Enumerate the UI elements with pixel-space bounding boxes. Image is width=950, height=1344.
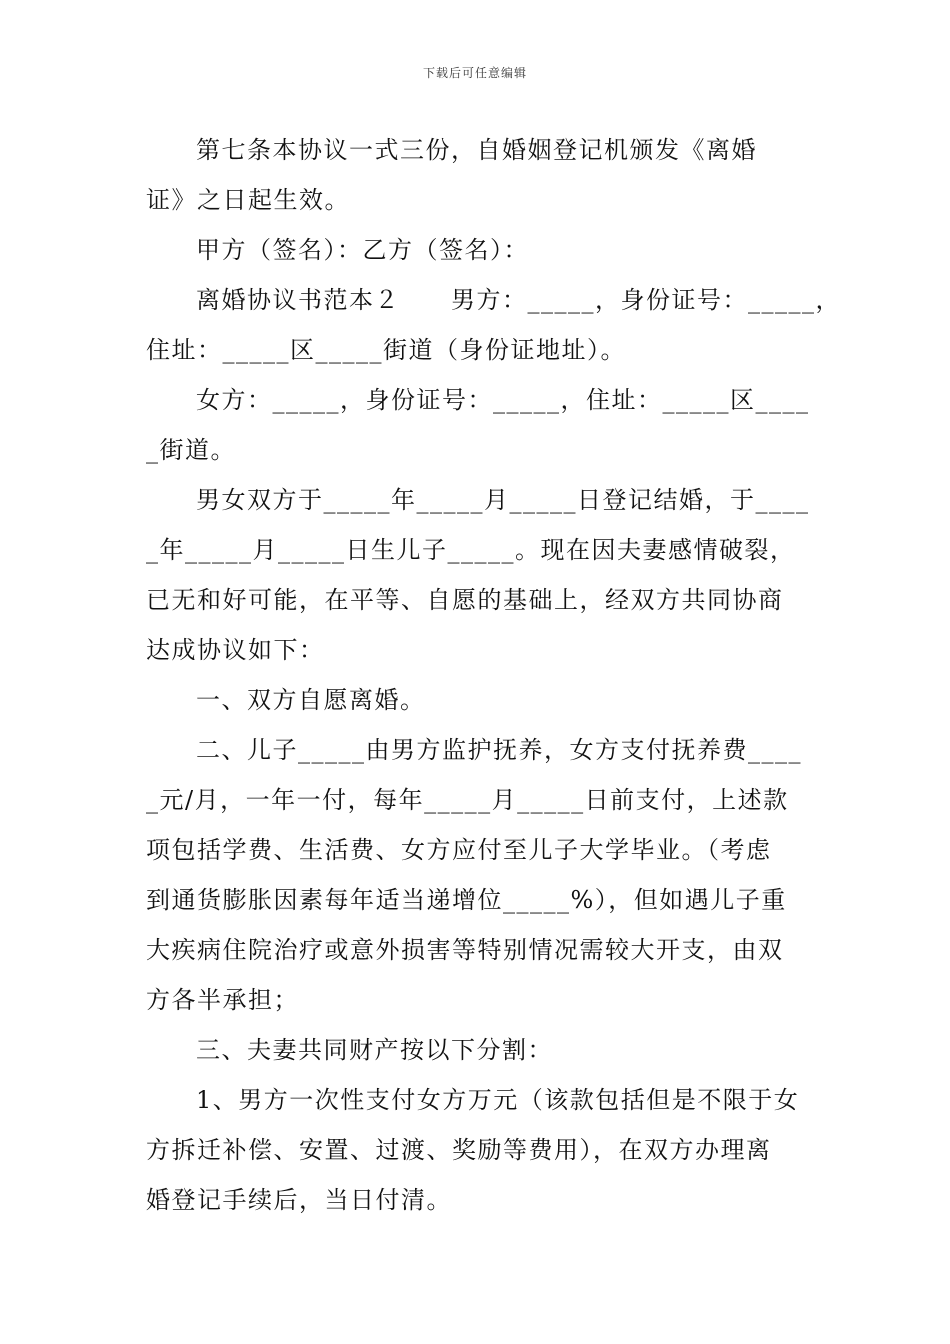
text-line: 方拆迁补偿、安置、过渡、奖励等费用），在双方办理离 <box>146 1136 772 1164</box>
text-line: 到通货膨胀因素每年适当递增位_____%），但如遇儿子重 <box>146 886 787 914</box>
text-line: 住址：_____区_____街道（身份证地址）。 <box>146 336 626 364</box>
text-line: 第七条本协议一式三份，自婚姻登记机颁发《离婚 <box>196 136 757 164</box>
text-line: 离婚协议书范本２ 男方：_____，身份证号：_____， <box>196 286 841 314</box>
text-line: 男女双方于_____年_____月_____日登记结婚，于____ <box>196 486 810 514</box>
text-line: 1、男方一次性支付女方万元（该款包括但是不限于女 <box>196 1086 800 1114</box>
text-line: 二、儿子_____由男方监护抚养，女方支付抚养费____ <box>196 736 802 764</box>
text-line: 证》之日起生效。 <box>146 186 350 214</box>
text-line: 一、双方自愿离婚。 <box>196 686 426 714</box>
text-line: 女方：_____，身份证号：_____，住址：_____区____ <box>196 386 810 414</box>
page-header: 下载后可任意编辑 <box>422 66 527 80</box>
text-line: 项包括学费、生活费、女方应付至儿子大学毕业。（考虑 <box>146 836 772 864</box>
text-line: 婚登记手续后，当日付清。 <box>146 1186 452 1214</box>
text-line: 甲方（签名）：乙方（签名）： <box>196 236 529 264</box>
text-line: 大疾病住院治疗或意外损害等特别情况需较大开支，由双 <box>146 936 784 964</box>
text-line: _元/月，一年一付，每年_____月_____日前支付，上述款 <box>146 786 789 814</box>
text-line: 方各半承担； <box>146 986 299 1014</box>
document-body <box>146 125 841 1225</box>
text-line: 三、夫妻共同财产按以下分割： <box>196 1036 553 1064</box>
text-line: 达成协议如下： <box>146 636 325 664</box>
text-line: _年_____月_____日生儿子_____。现在因夫妻感情破裂， <box>146 536 796 564</box>
text-line: _街道。 <box>146 436 236 464</box>
text-line: 已无和好可能，在平等、自愿的基础上，经双方共同协商 <box>146 586 784 614</box>
